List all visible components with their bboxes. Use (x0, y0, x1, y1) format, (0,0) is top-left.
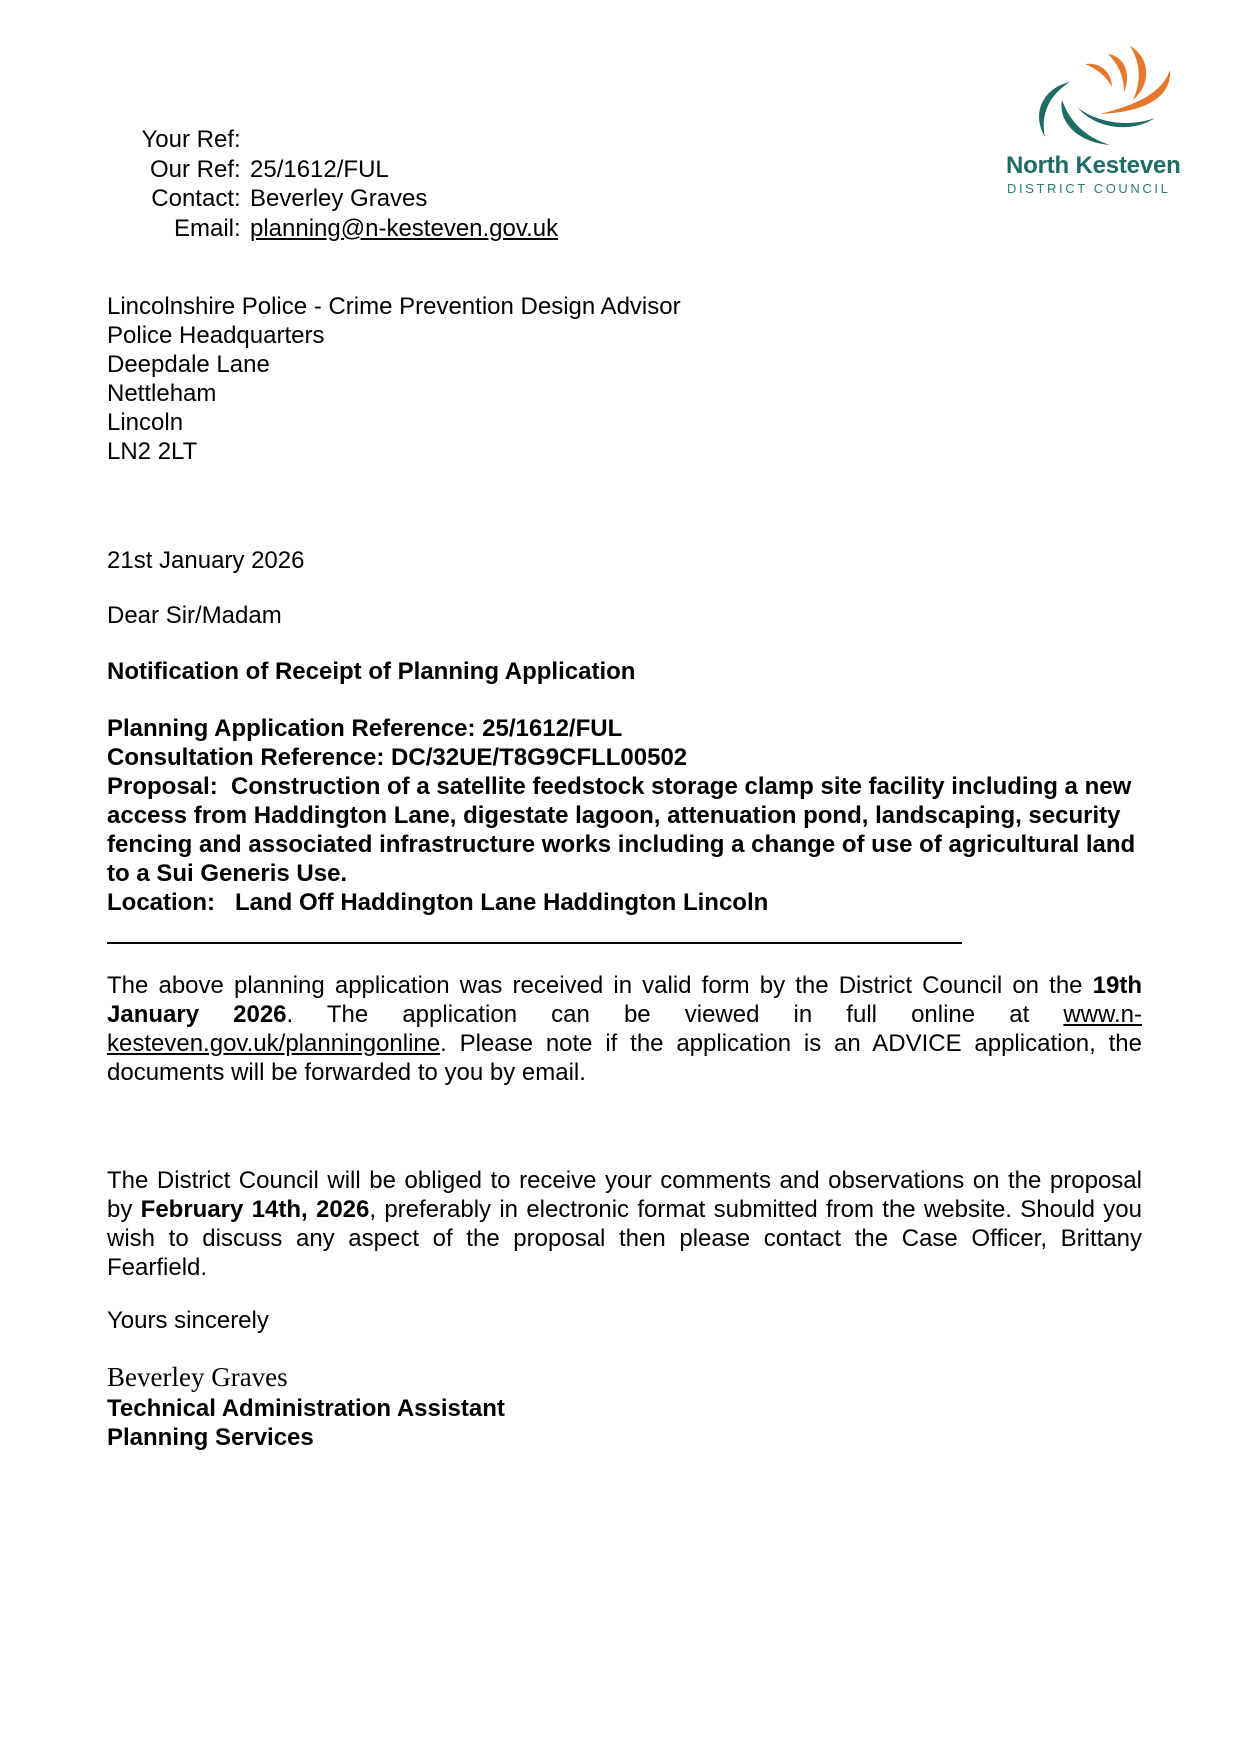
para1-text-c: . Please note if the application is an ADVICE application, the documents will be forwarded to you by email. (107, 1030, 1142, 1086)
your-ref-label: Your Ref (141, 126, 234, 153)
planning-ref-line (107, 714, 1147, 743)
para1-text-a: The above planning application was received in valid form by the District Council on the (107, 972, 1093, 999)
consultation-ref-value: DC/32UE/T8G9CFLL00502 (391, 744, 688, 771)
comment-deadline: February 14th, 2026 (140, 1196, 370, 1223)
address-line: Lincolnshire Police - Crime Prevention Design Advisor (107, 293, 681, 320)
signature-department: Planning Services (107, 1424, 314, 1451)
location-value: Land Off Haddington Lane Haddington Lincoln (235, 889, 769, 916)
our-ref-row (108, 155, 558, 185)
divider-rule (107, 942, 962, 944)
address-line: Police Headquarters (107, 322, 325, 349)
proposal-label: Proposal: (107, 773, 218, 800)
ref-separator: : (234, 155, 241, 183)
contact-row (108, 184, 558, 214)
council-logo (1000, 42, 1190, 202)
email-link[interactable]: planning@n-kesteven.gov.uk (250, 214, 559, 242)
received-date: 19th January 2026 (107, 972, 1142, 1028)
receipt-paragraph (107, 971, 1142, 1087)
email-row (108, 214, 558, 244)
swirl-logo-icon (1000, 42, 1190, 152)
planning-ref-value: 25/1612/FUL (482, 715, 623, 742)
reference-block (108, 125, 558, 243)
logo-title: North Kesteven (1006, 152, 1181, 179)
letter-subject: Notification of Receipt of Planning Application (107, 658, 636, 685)
signature-block (107, 1394, 505, 1452)
your-ref-value (247, 125, 250, 155)
address-line: Deepdale Lane (107, 351, 270, 378)
contact-value: Beverley Graves (250, 185, 428, 212)
address-line: Lincoln (107, 409, 184, 436)
proposal-value: Construction of a satellite feedstock storage clamp site facility including a new access from Haddington Lane, digestate lagoon, attenuation pond, landscaping, security fencing and associated infrastructure works including a change of use of agricultural land to a Sui Generis Use. (107, 773, 1136, 887)
location-line (107, 888, 1147, 917)
salutation: Dear Sir/Madam (107, 602, 282, 629)
email-label: Email (173, 214, 234, 242)
signature-title: Technical Administration Assistant (107, 1395, 505, 1422)
our-ref-value: 25/1612/FUL (250, 155, 389, 183)
proposal-line (107, 772, 1147, 888)
application-details (107, 714, 1147, 917)
comments-paragraph (107, 1166, 1142, 1282)
signature-name: Beverley Graves (107, 1362, 288, 1392)
contact-label: Contact (151, 185, 234, 212)
closing: Yours sincerely (107, 1307, 269, 1334)
your-ref-row (108, 125, 558, 155)
letter-date: 21st January 2026 (107, 547, 305, 574)
consultation-ref-line (107, 743, 1147, 772)
planning-ref-label: Planning Application Reference: (107, 715, 476, 742)
para2-text-b: , preferably in electronic format submitted from the website. Should you wish to discuss any aspect of the proposal then please contact the Case Officer, Brittany Fearfield. (107, 1196, 1142, 1281)
planning-online-link[interactable]: www.n-kesteven.gov.uk/planningonline (107, 1001, 1143, 1057)
location-label: Location: (107, 889, 215, 916)
address-line: Nettleham (107, 380, 217, 407)
consultation-ref-label: Consultation Reference: (107, 744, 385, 771)
para1-text-b: . The application can be viewed in full online at (286, 1001, 1064, 1028)
address-line: LN2 2LT (107, 438, 198, 465)
our-ref-label: Our Ref (149, 155, 234, 183)
ref-separator: : (234, 185, 241, 212)
para2-text-a: The District Council will be obliged to receive your comments and observations on the proposal by (107, 1167, 1142, 1223)
ref-separator: : (234, 126, 241, 153)
logo-subtitle: DISTRICT COUNCIL (1007, 181, 1171, 196)
ref-separator: : (234, 214, 241, 242)
recipient-address (107, 292, 681, 466)
